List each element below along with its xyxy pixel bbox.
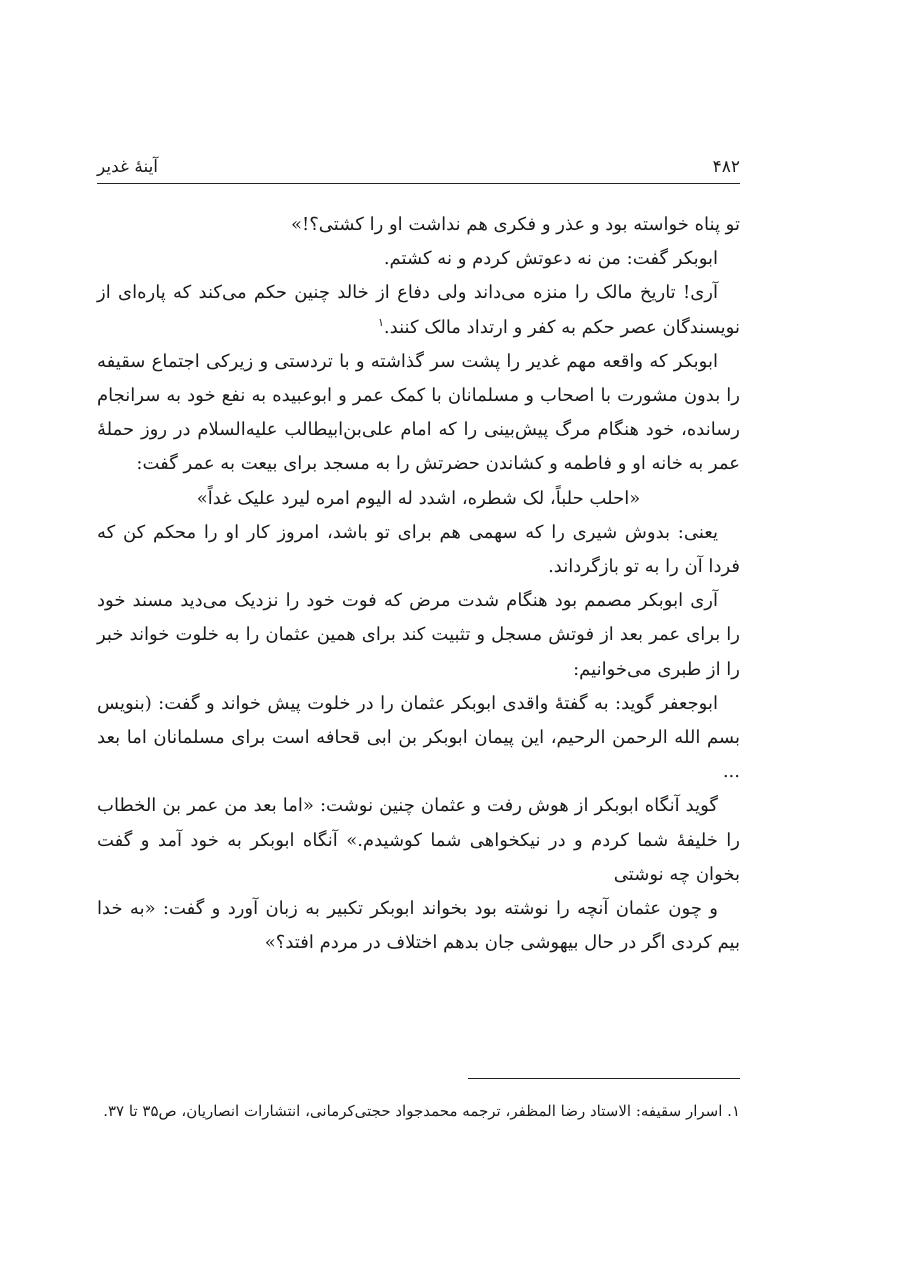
paragraph: [97, 789, 740, 892]
footnote-rule: [468, 1078, 740, 1079]
header-rule: [97, 183, 740, 184]
paragraph: [97, 242, 740, 276]
paragraph: [97, 516, 740, 584]
footnote: ۱. اسرار سقیفه: الاستاد رضا المظفر، ترجمه محمدجواد حجتی‌کرمانی، انتشارات انصاریان، ص۳۵ تا ۳۷.: [103, 1102, 740, 1120]
paragraph: [97, 892, 740, 960]
paragraph-text: تو پناه خواسته بود و عذر و فکری هم نداشت او را کشتی؟!»: [290, 214, 740, 235]
book-title: آینۀ غدیر: [97, 157, 159, 177]
paragraph-text: یعنی: بدوش شیری را که سهمی هم برای تو باشد، امروز کار او را محکم کن که فردا آن را به تو بازگرداند.: [97, 521, 740, 578]
paragraph-text: «احلب حلباً، لک شطره، اشدد له الیوم امره لیرد علیک غداً»: [196, 487, 641, 509]
footnote-marker: ۱: [377, 315, 384, 329]
paragraph: [97, 687, 740, 790]
quote-paragraph: [97, 482, 740, 516]
running-header: [97, 145, 740, 177]
paragraph-text: ابوبکر گفت: من نه دعوتش کردم و نه کشتم.: [383, 248, 718, 270]
paragraph: [97, 584, 740, 687]
paragraph-text: ابوبکر که واقعه مهم غدیر را پشت سر گذاشته و با تردستی و زیرکی اجتماع سقیفه را بدون مشورت با اصحاب و مسلمانان با کمک عمر و ابوعبیده به نفع خود به سرانجام رسانده، خود هنگام مرگ پیش‌بینی را که امام علی‌بن‌ابیطالب علیه‌السلام در روز حملۀ عمر به خانه او و فاطمه و کشاندن حضرتش را به مسجد برای بیعت به عمر گفت:: [97, 350, 740, 475]
paragraph: [97, 276, 740, 344]
paragraph-text: ابوجعفر گوید: به گفتۀ واقدی ابوبکر عثمان را در خلوت پیش خواند و گفت: (بنویس بسم الله الرحمن الرحیم، این پیمان ابوبکر بن ابی قحافه است برای مسلمانان اما بعد ...: [97, 692, 740, 783]
paragraph-text: و چون عثمان آنچه را نوشته بود بخواند ابوبکر تکبیر به زبان آورد و گفت: «به خدا بیم کردی اگر در حال بیهوشی جان بدهم اختلاف در مردم افتد؟»: [97, 898, 740, 954]
body-text: [97, 208, 740, 960]
paragraph: [97, 208, 740, 242]
page-number: ۴۸۲: [712, 157, 740, 177]
paragraph-text: آری ابوبکر مصمم بود هنگام شدت مرض که فوت خود را نزدیک می‌دید مسند خود را برای عمر بعد از فوتش مسجل و تثبیت کند برای همین عثمان را به خلوت خواند خبر را از طبری می‌خوانیم:: [97, 590, 740, 680]
paragraph: [97, 345, 740, 482]
paragraph-text: گوید آنگاه ابوبکر از هوش رفت و عثمان چنین نوشت: «اما بعد من عمر بن الخطاب را خلیفۀ شما کردم و در نیکخواهی شما کوشیدم.» آنگاه ابوبکر به خود آمد و گفت بخوان چه نوشتی: [97, 795, 740, 885]
paragraph-text: آری! تاریخ مالک را منزه می‌داند ولی دفاع از خالد چنین حکم می‌کند که پاره‌ای از نویسندگان عصر حکم به کفر و ارتداد مالک کنند.: [97, 282, 740, 338]
